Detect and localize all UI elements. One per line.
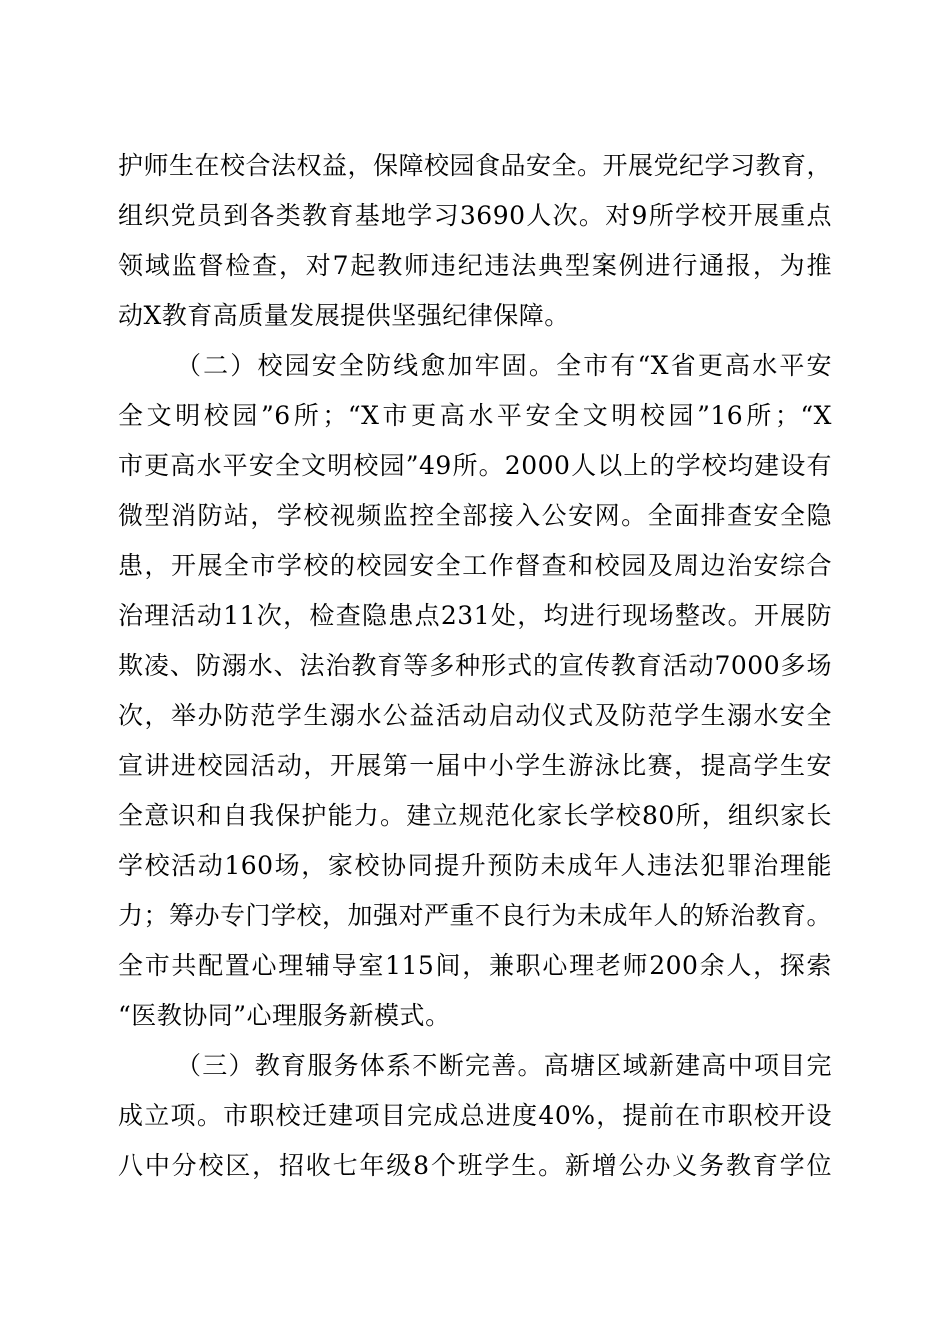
text-line: 市更高水平安全文明校园”49所。2000人以上的学校均建设有 bbox=[118, 451, 832, 480]
text-line: 护师生在校合法权益，保障校园食品安全。开展党纪学习教育， bbox=[118, 151, 833, 180]
text-line: 力；筹办专门学校，加强对严重不良行为未成年人的矫治教育。 bbox=[118, 901, 833, 930]
text-line: 欺凌、防溺水、法治教育等多种形式的宣传教育活动7000多场 bbox=[118, 651, 832, 680]
text-line: 八中分校区，招收七年级8个班学生。新增公办义务教育学位 bbox=[118, 1151, 832, 1180]
text-line: 治理活动11次，检查隐患点231处，均进行现场整改。开展防 bbox=[118, 601, 832, 630]
text-line: 宣讲进校园活动，开展第一届中小学生游泳比赛，提高学生安 bbox=[118, 751, 832, 780]
text-line: 患，开展全市学校的校园安全工作督查和校园及周边治安综合 bbox=[118, 551, 832, 580]
text-line: 微型消防站，学校视频监控全部接入公安网。全面排查安全隐 bbox=[118, 501, 832, 530]
section-heading-line: （二）校园安全防线愈加牢固。全市有“X省更高水平安 bbox=[176, 351, 832, 380]
text-line: 全意识和自我保护能力。建立规范化家长学校80所，组织家长 bbox=[118, 801, 832, 830]
text-line: 成立项。市职校迁建项目完成总进度40%，提前在市职校开设 bbox=[118, 1101, 832, 1130]
text-line: 动X教育高质量发展提供坚强纪律保障。 bbox=[118, 301, 570, 330]
text-line: 组织党员到各类教育基地学习3690人次。对9所学校开展重点 bbox=[118, 201, 832, 230]
text-line: 领域监督检查，对7起教师违纪违法典型案例进行通报，为推 bbox=[118, 251, 832, 280]
text-line: 学校活动160场，家校协同提升预防未成年人违法犯罪治理能 bbox=[118, 851, 832, 880]
text-line: “医教协同”心理服务新模式。 bbox=[118, 1001, 451, 1030]
text-line: 全文明校园”6所；“X市更高水平安全文明校园”16所；“X bbox=[118, 401, 832, 430]
text-line: 次，举办防范学生溺水公益活动启动仪式及防范学生溺水安全 bbox=[118, 701, 832, 730]
text-line: 全市共配置心理辅导室115间，兼职心理老师200余人，探索 bbox=[118, 951, 832, 980]
section-heading-line: （三）教育服务体系不断完善。高塘区域新建高中项目完 bbox=[176, 1051, 832, 1080]
